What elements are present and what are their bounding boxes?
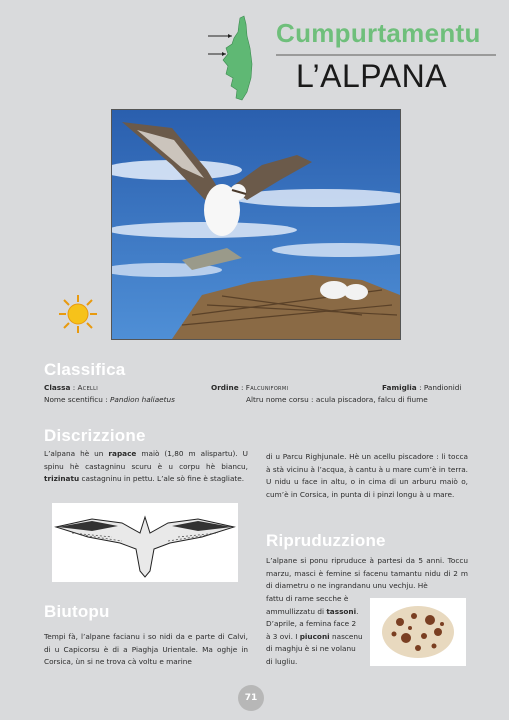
page-title: L’ALPANA: [296, 58, 448, 94]
classa-label: Classa: [44, 383, 71, 392]
famiglia-label: Famiglia: [382, 383, 417, 392]
osprey-illustration: [111, 109, 401, 340]
altru-value: acula piscadora, falcu di fiume: [315, 395, 428, 404]
category-title: Cumpurtamentu: [276, 18, 481, 48]
ripruduzzione-text: L’alpane si ponu ripruduce à partesi da 5 anni. Toccu marzu, masci è femine si facenu tamantu nidu di 2 m di diametru o ne ingrandanu unu vechju. Hè: [266, 556, 468, 591]
osprey-wingspan-drawing: [52, 503, 238, 582]
biutopu-text: Tempi fà, l’alpane facianu i so nidi da e parte di Calvi, di u Capicorsu è di a Piaghja Urientale. Ma oghje in Corsica, ùn si ne trova cà voltu e marine: [44, 632, 248, 667]
famiglia-value: Pandionidi: [423, 383, 462, 392]
nome-label: Nome scentificu: [44, 395, 103, 404]
ordine-label: Ordine: [211, 383, 239, 392]
nome-value: Pandion haliaetus: [110, 395, 175, 404]
osprey-egg-image: [370, 598, 466, 666]
discrizzione-text: L’alpana hè un rapace maiò (1,80 m alispartu). U spinu hè castagninu scuru è u corpu hè biancu, trizinatu castagninu in pettu. L’ale sò fine è stagliate.: [44, 449, 249, 484]
classa-value: Acelli: [77, 383, 98, 392]
ordine-row: Ordine : Falcuniformi: [211, 383, 289, 392]
classa-row: Classa : Acelli: [44, 383, 98, 392]
altru-label: Altru nome corsu: [246, 395, 309, 404]
altru-row: Altru nome corsu : acula piscadora, falcu di fiume: [246, 395, 428, 404]
sun-icon: [58, 294, 98, 334]
ripruduzzione-text-2: fattu di rame secche è ammullizzatu di tassoni. D’aprile, a femina face 2 à 3 ovi. I piuconi nascenu di maghju è si ne volanu di lugliu.: [266, 594, 363, 666]
nome-row: Nome scentificu : Pandion haliaetus: [44, 395, 175, 404]
page-number: 71: [238, 685, 264, 711]
ripruduzzione-heading: Ripruduzzione: [266, 531, 386, 550]
ordine-value: Falcuniformi: [245, 383, 289, 392]
habitat-continued-text: di u Parcu Righjunale. Hè un acellu piscadore : li tocca à stà vicinu à l’acqua, à cantu à u mare cum’è in terra. U nidu u face in altu, o in cima di un arburu maiò o, cum’è in Corsica, in punta di i pinzi longu à u mare.: [266, 452, 468, 499]
famiglia-row: Famiglia : Pandionidi: [382, 383, 462, 392]
biutopu-heading: Biutopu: [44, 602, 110, 621]
discrizzione-heading: Discrizzione: [44, 426, 146, 445]
title-divider: [276, 54, 496, 56]
corsica-map-icon: [206, 14, 266, 104]
classifica-heading: Classifica: [44, 360, 126, 379]
